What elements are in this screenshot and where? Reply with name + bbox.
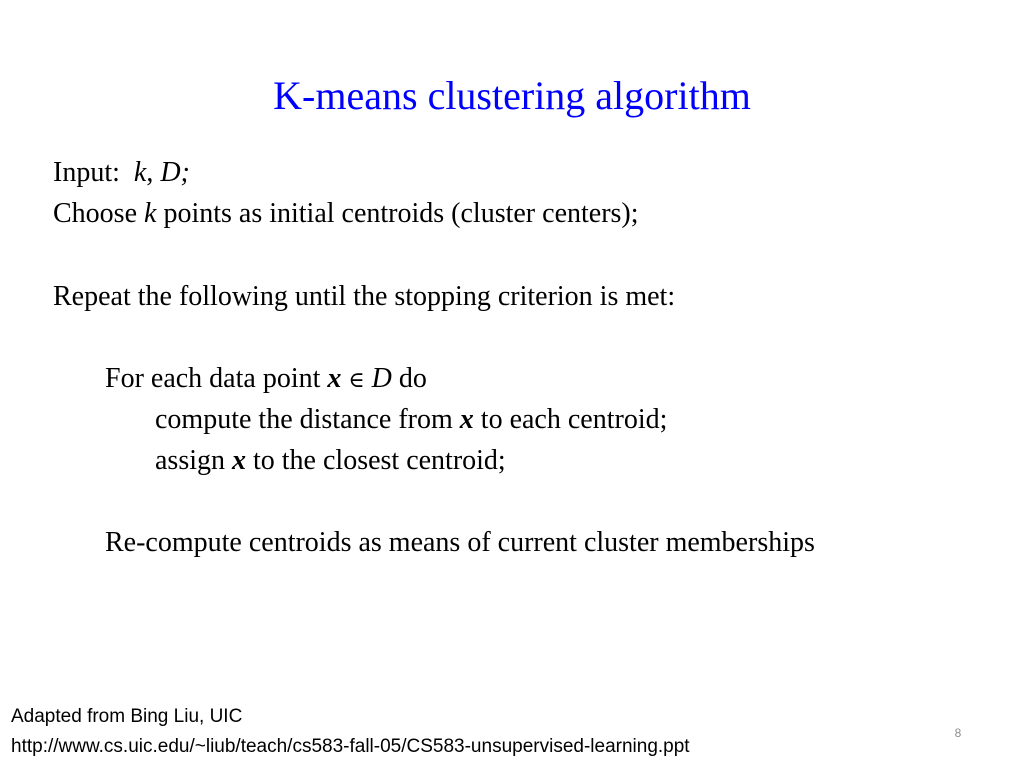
variable-k: k: [144, 198, 157, 229]
recompute-line: Re-compute centroids as means of current cluster memberships: [105, 527, 815, 558]
input-line-prefix: Input:: [53, 157, 134, 188]
choose-line-suffix: points as initial centroids (cluster centers);: [156, 198, 639, 229]
for-line-suffix: do: [391, 363, 427, 394]
compute-line-prefix: compute the distance from: [155, 404, 460, 435]
footer-credit: Adapted from Bing Liu, UIC: [11, 706, 243, 727]
repeat-line: Repeat the following until the stopping criterion is met:: [53, 281, 676, 312]
variable-D: D: [371, 363, 392, 394]
input-line-comma: ,: [146, 157, 161, 188]
assign-line-suffix: to the closest centroid;: [246, 445, 506, 476]
variable-D: D;: [160, 157, 190, 188]
for-line-prefix: For each data point: [105, 363, 328, 394]
compute-distance-line: [155, 403, 667, 437]
page-number: 8: [954, 726, 962, 740]
variable-x: x: [327, 363, 342, 394]
variable-k: k: [133, 157, 147, 188]
slide-title: K-means clustering algorithm: [273, 73, 751, 118]
compute-line-suffix: to each centroid;: [473, 404, 668, 435]
assign-line: [155, 444, 506, 478]
footer-url: http://www.cs.uic.edu/~liub/teach/cs583-fall-05/CS583-unsupervised-learning.ppt: [11, 736, 690, 757]
input-line: [53, 156, 190, 190]
choose-line: [53, 197, 639, 231]
variable-x: x: [232, 445, 246, 476]
for-each-line: [105, 362, 427, 398]
element-of-symbol: ∈: [341, 368, 372, 393]
choose-line-prefix: Choose: [53, 198, 144, 229]
variable-x: x: [459, 404, 474, 435]
assign-line-prefix: assign: [155, 445, 232, 476]
